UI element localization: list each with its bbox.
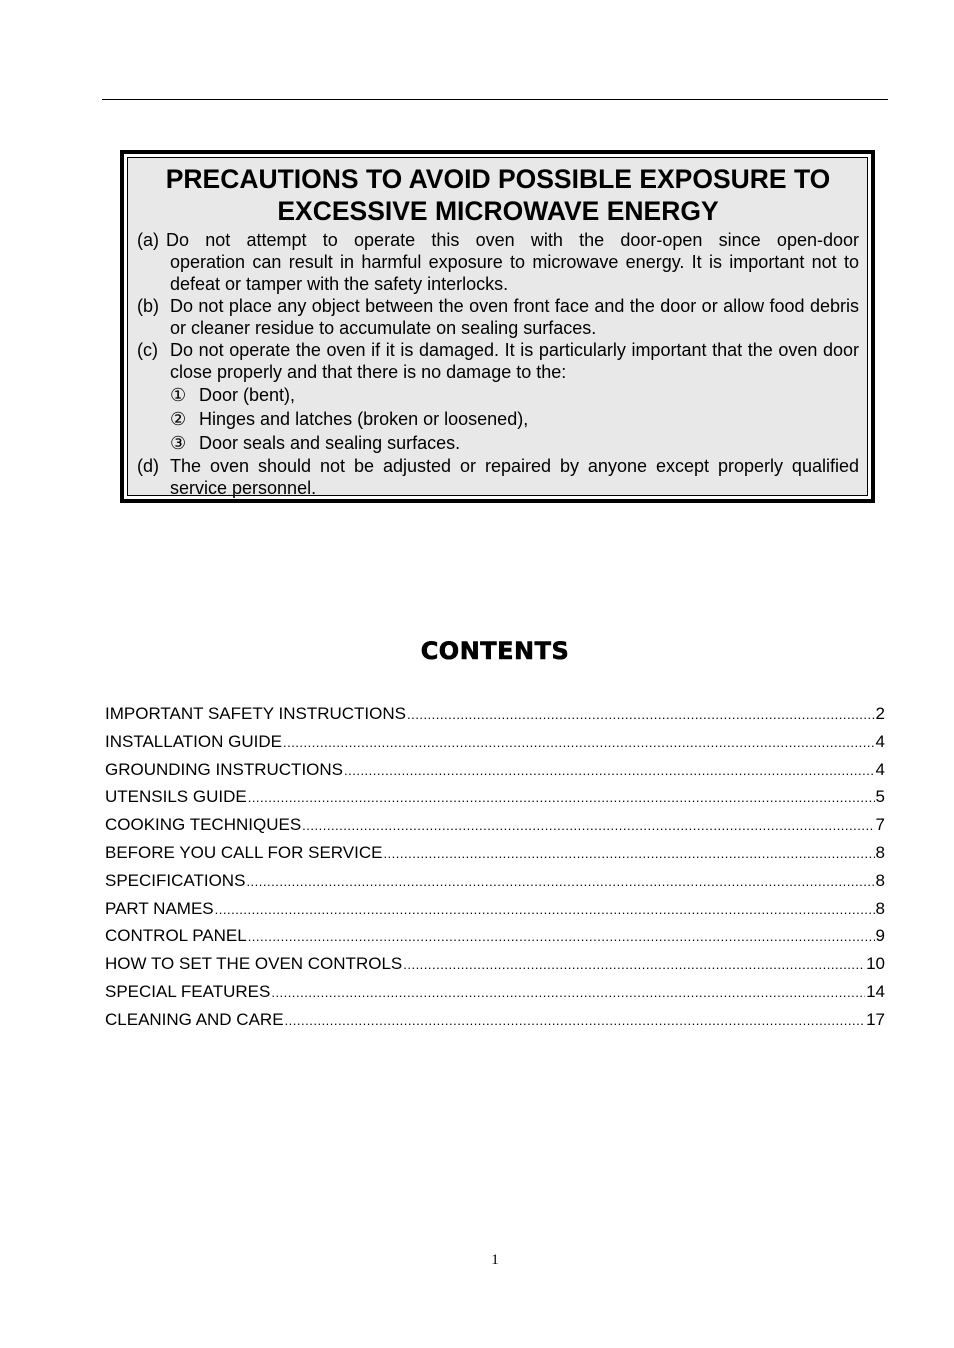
toc-leader-dots <box>271 979 865 1006</box>
toc-entry[interactable] <box>105 978 885 1006</box>
toc-entry[interactable] <box>105 867 885 895</box>
toc-entry[interactable] <box>105 950 885 978</box>
toc-entry-label: INSTALLATION GUIDE <box>105 731 282 751</box>
toc-entry-label: CONTROL PANEL <box>105 926 247 946</box>
toc-leader-dots <box>302 812 874 839</box>
toc-entry-label: COOKING TECHNIQUES <box>105 815 302 835</box>
precautions-title <box>137 163 859 227</box>
precaution-item-c <box>137 339 859 383</box>
toc-entry[interactable] <box>105 1006 885 1034</box>
precaution-marker: (b) <box>137 296 159 316</box>
toc-entry-page: 10 <box>866 954 885 974</box>
toc-entry[interactable] <box>105 895 885 923</box>
toc-entry-page: 4 <box>875 759 885 779</box>
precaution-item-d <box>137 455 859 499</box>
toc-entry-page: 17 <box>866 1009 885 1029</box>
toc-entry-label: GROUNDING INSTRUCTIONS <box>105 759 343 779</box>
toc-entry[interactable] <box>105 839 885 867</box>
damage-item-number: ③ <box>170 433 187 453</box>
toc-entry-page: 7 <box>875 815 885 835</box>
precaution-text: Do not operate the oven if it is damaged. It is particularly important that the oven door close properly and that there is no damage to the: <box>170 340 859 382</box>
toc-entry-label: IMPORTANT SAFETY INSTRUCTIONS <box>105 704 406 723</box>
toc-entry[interactable] <box>105 783 885 811</box>
toc-leader-dots <box>383 840 874 867</box>
precaution-marker: (c) <box>137 340 158 360</box>
header-rule <box>102 99 888 100</box>
contents-title: CONTENTS <box>420 637 570 665</box>
damage-item-text: Hinges and latches (broken or loosened), <box>199 409 529 429</box>
table-of-contents <box>105 700 885 1034</box>
precaution-text-rest: operation can result in harmful exposure to microwave energy. It is important not to defeat or tamper with the safety interlocks. <box>170 252 859 294</box>
damage-item-door <box>137 383 859 407</box>
toc-entry[interactable] <box>105 728 885 756</box>
toc-entry-label: SPECIFICATIONS <box>105 870 246 890</box>
toc-entry-label: PART NAMES <box>105 898 214 918</box>
toc-leader-dots <box>248 923 875 950</box>
toc-entry-page: 8 <box>875 870 885 890</box>
precaution-marker: (d) <box>137 456 159 476</box>
toc-entry[interactable] <box>105 922 885 950</box>
toc-leader-dots <box>285 1007 866 1034</box>
toc-entry-label: UTENSILS GUIDE <box>105 787 247 807</box>
toc-entry-page: 5 <box>875 787 885 807</box>
toc-entry-label: HOW TO SET THE OVEN CONTROLS <box>105 954 403 974</box>
toc-entry-page: 8 <box>875 842 885 862</box>
toc-leader-dots <box>215 896 875 923</box>
toc-leader-dots <box>403 951 865 978</box>
damage-item-number: ① <box>170 385 187 405</box>
precaution-item-b <box>137 295 859 339</box>
toc-entry-page: 4 <box>875 731 885 751</box>
toc-entry-page: 8 <box>875 898 885 918</box>
toc-entry-page: 14 <box>866 981 885 1001</box>
precautions-box <box>120 150 875 503</box>
damage-item-text: Door (bent), <box>199 385 296 405</box>
toc-entry-label: CLEANING AND CARE <box>105 1009 284 1029</box>
damage-item-seals <box>137 431 859 455</box>
toc-entry-page: 2 <box>875 704 885 723</box>
precautions-title-line2: EXCESSIVE MICROWAVE ENERGY <box>277 196 719 226</box>
precaution-text: Do not place any object between the oven front face and the door or allow food debris or cleaner residue to accumulate on sealing surfaces. <box>170 296 859 338</box>
precaution-text: The oven should not be adjusted or repaired by anyone except properly qualified service personnel. <box>170 456 859 498</box>
toc-leader-dots <box>246 868 874 895</box>
precautions-box-inner <box>127 157 868 496</box>
damage-item-number: ② <box>170 409 187 429</box>
toc-entry-label: BEFORE YOU CALL FOR SERVICE <box>105 842 383 862</box>
toc-entry-label: SPECIAL FEATURES <box>105 981 271 1001</box>
toc-entry[interactable] <box>105 811 885 839</box>
precaution-marker: (a) <box>137 230 159 250</box>
page-number: 1 <box>491 1252 499 1268</box>
damage-item-text: Door seals and sealing surfaces. <box>199 433 461 453</box>
precautions-title-line1: PRECAUTIONS TO AVOID POSSIBLE EXPOSURE TO <box>165 164 831 194</box>
toc-entry-page: 9 <box>875 926 885 946</box>
toc-leader-dots <box>344 757 875 784</box>
toc-leader-dots <box>283 729 875 756</box>
toc-entry[interactable] <box>105 700 885 728</box>
toc-leader-dots <box>407 701 875 728</box>
toc-entry[interactable] <box>105 756 885 784</box>
toc-leader-dots <box>248 784 875 811</box>
precaution-text-first-line: Do not attempt to operate this oven with the door-open since open-door <box>166 230 859 250</box>
precaution-item-a <box>137 229 859 295</box>
damage-item-hinges <box>137 407 859 431</box>
